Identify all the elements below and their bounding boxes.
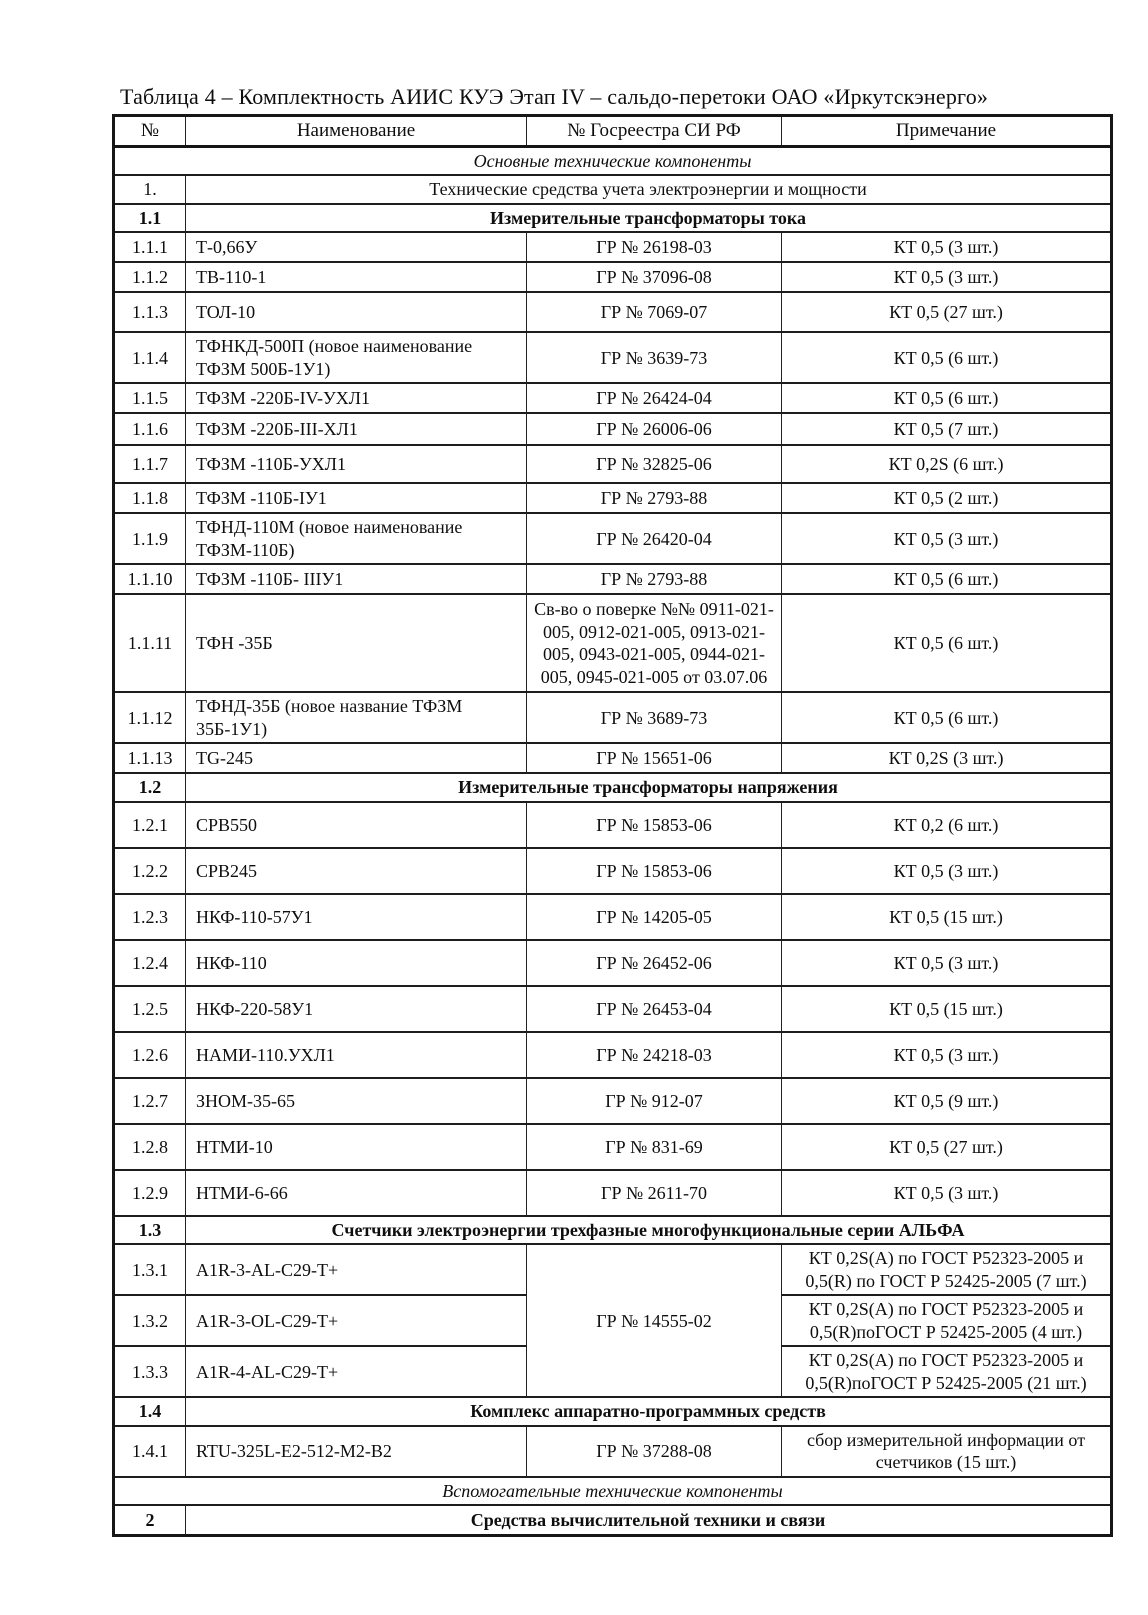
- note-cell: КТ 0,5 (6 шт.): [782, 383, 1112, 413]
- name-cell: ТФНКД-500П (новое наименование ТФЗМ 500Б-1У1): [186, 332, 527, 383]
- page-title: Таблица 4 – Комплектность АИИС КУЭ Этап IV – сальдо-перетоки ОАО «Иркутскэнерго»: [120, 84, 989, 109]
- note-cell: КТ 0,2S (6 шт.): [782, 445, 1112, 483]
- note-cell: КТ 0,5 (27 шт.): [782, 292, 1112, 332]
- name-cell: ЗНОМ-35-65: [186, 1078, 527, 1124]
- note-cell: КТ 0,5 (15 шт.): [782, 986, 1112, 1032]
- name-cell: ТФН -35Б: [186, 594, 527, 692]
- document-page: [112, 84, 1110, 1537]
- registry-cell: ГР № 831-69: [527, 1124, 782, 1170]
- note-cell: КТ 0,5 (3 шт.): [782, 1170, 1112, 1216]
- section-title-cell: Измерительные трансформаторы тока: [186, 204, 1112, 233]
- registry-cell: ГР № 14205-05: [527, 894, 782, 940]
- name-cell: ТФНД-110М (новое наименование ТФЗМ-110Б): [186, 513, 527, 564]
- section-row: [114, 1216, 1112, 1245]
- row-number-cell: 1.1.3: [114, 292, 186, 332]
- row-number-cell: 1.1.10: [114, 564, 186, 594]
- table-row: [114, 1124, 1112, 1170]
- name-cell: ТВ-110-1: [186, 262, 527, 292]
- group-title-row: [114, 146, 1112, 175]
- note-cell: КТ 0,2S(A) по ГОСТ Р52323-2005 и 0,5(R) по ГОСТ Р 52425-2005 (7 шт.): [782, 1244, 1112, 1295]
- section-number-cell: 1.4: [114, 1397, 186, 1426]
- row-number-cell: 1.1.6: [114, 413, 186, 445]
- section-title-cell: Измерительные трансформаторы напряжения: [186, 773, 1112, 802]
- name-cell: ТФЗМ -110Б-УХЛ1: [186, 445, 527, 483]
- name-cell: НТМИ-6-66: [186, 1170, 527, 1216]
- table-row: [114, 445, 1112, 483]
- table-row: [114, 483, 1112, 513]
- name-cell: ТОЛ-10: [186, 292, 527, 332]
- row-number-cell: 1.1.2: [114, 262, 186, 292]
- name-cell: НКФ-110-57У1: [186, 894, 527, 940]
- row-number-cell: 1.1.13: [114, 743, 186, 773]
- table-row: [114, 1032, 1112, 1078]
- row-number-cell: 1.3.3: [114, 1346, 186, 1397]
- row-number-cell: 1.1.7: [114, 445, 186, 483]
- name-cell: НКФ-110: [186, 940, 527, 986]
- group-title-cell: Вспомогательные технические компоненты: [114, 1477, 1112, 1506]
- note-cell: КТ 0,5 (3 шт.): [782, 848, 1112, 894]
- table-row: [114, 332, 1112, 383]
- note-cell: КТ 0,5 (15 шт.): [782, 894, 1112, 940]
- table-row: [114, 564, 1112, 594]
- section-number-cell: 1.: [114, 175, 186, 204]
- header-row: [114, 116, 1112, 147]
- row-number-cell: 1.1.5: [114, 383, 186, 413]
- row-number-cell: 1.3.2: [114, 1295, 186, 1346]
- table-row: [114, 692, 1112, 743]
- section-row: [114, 773, 1112, 802]
- note-cell: КТ 0,5 (3 шт.): [782, 940, 1112, 986]
- registry-cell: ГР № 15853-06: [527, 848, 782, 894]
- section-number-cell: 2: [114, 1505, 186, 1535]
- group-title-row: [114, 1477, 1112, 1506]
- row-number-cell: 1.3.1: [114, 1244, 186, 1295]
- registry-cell: ГР № 3689-73: [527, 692, 782, 743]
- row-number-cell: 1.2.4: [114, 940, 186, 986]
- table-row: [114, 513, 1112, 564]
- row-number-cell: 1.2.2: [114, 848, 186, 894]
- name-cell: RTU-325L-E2-512-M2-B2: [186, 1426, 527, 1477]
- name-cell: НАМИ-110.УХЛ1: [186, 1032, 527, 1078]
- note-cell: КТ 0,5 (3 шт.): [782, 513, 1112, 564]
- registry-cell: ГР № 15853-06: [527, 802, 782, 848]
- registry-cell: ГР № 7069-07: [527, 292, 782, 332]
- name-cell: CPB245: [186, 848, 527, 894]
- note-cell: КТ 0,5 (6 шт.): [782, 564, 1112, 594]
- note-cell: КТ 0,5 (9 шт.): [782, 1078, 1112, 1124]
- section-row: [114, 1505, 1112, 1535]
- registry-cell: ГР № 37288-08: [527, 1426, 782, 1477]
- name-cell: ТФЗМ -110Б-IУ1: [186, 483, 527, 513]
- registry-cell: ГР № 24218-03: [527, 1032, 782, 1078]
- registry-cell: Св-во о поверке №№ 0911-021-005, 0912-021-005, 0913-021-005, 0943-021-005, 0944-021-005, 0945-021-005 от 03.07.06: [527, 594, 782, 692]
- column-header-name: Наименование: [186, 116, 527, 147]
- column-header-note: Примечание: [782, 116, 1112, 147]
- name-cell: ТФЗМ -220Б-III-ХЛ1: [186, 413, 527, 445]
- section-title-cell: Счетчики электроэнергии трехфазные многофункциональные серии АЛЬФА: [186, 1216, 1112, 1245]
- note-cell: КТ 0,5 (2 шт.): [782, 483, 1112, 513]
- note-cell: КТ 0,5 (27 шт.): [782, 1124, 1112, 1170]
- table-row: [114, 802, 1112, 848]
- row-number-cell: 1.1.11: [114, 594, 186, 692]
- table-row: [114, 894, 1112, 940]
- table-row: [114, 1170, 1112, 1216]
- name-cell: ТФЗМ -220Б-IV-УХЛ1: [186, 383, 527, 413]
- table-row: [114, 940, 1112, 986]
- registry-cell: ГР № 15651-06: [527, 743, 782, 773]
- row-number-cell: 1.2.3: [114, 894, 186, 940]
- registry-cell: ГР № 2793-88: [527, 564, 782, 594]
- row-number-cell: 1.1.9: [114, 513, 186, 564]
- table-row: [114, 848, 1112, 894]
- section-number-cell: 1.3: [114, 1216, 186, 1245]
- row-number-cell: 1.1.1: [114, 232, 186, 262]
- registry-cell: ГР № 3639-73: [527, 332, 782, 383]
- row-number-cell: 1.1.12: [114, 692, 186, 743]
- column-header-num: №: [114, 116, 186, 147]
- registry-cell: ГР № 26006-06: [527, 413, 782, 445]
- row-number-cell: 1.2.6: [114, 1032, 186, 1078]
- registry-cell: ГР № 26424-04: [527, 383, 782, 413]
- note-cell: КТ 0,5 (6 шт.): [782, 692, 1112, 743]
- row-number-cell: 1.1.8: [114, 483, 186, 513]
- table-row: [114, 292, 1112, 332]
- table-row: [114, 743, 1112, 773]
- note-cell: КТ 0,2S(A) по ГОСТ Р52323-2005 и 0,5(R)поГОСТ Р 52425-2005 (4 шт.): [782, 1295, 1112, 1346]
- note-cell: КТ 0,5 (3 шт.): [782, 262, 1112, 292]
- name-cell: НКФ-220-58У1: [186, 986, 527, 1032]
- note-cell: КТ 0,5 (7 шт.): [782, 413, 1112, 445]
- group-title-cell: Основные технические компоненты: [114, 146, 1112, 175]
- table-row: [114, 1244, 1112, 1295]
- note-cell: КТ 0,2 (6 шт.): [782, 802, 1112, 848]
- section-title-cell: Комплекс аппаратно-программных средств: [186, 1397, 1112, 1426]
- table-row: [114, 594, 1112, 692]
- note-cell: КТ 0,2S(A) по ГОСТ Р52323-2005 и 0,5(R)поГОСТ Р 52425-2005 (21 шт.): [782, 1346, 1112, 1397]
- row-number-cell: 1.2.1: [114, 802, 186, 848]
- registry-cell: ГР № 26420-04: [527, 513, 782, 564]
- table-row: [114, 262, 1112, 292]
- row-number-cell: 1.4.1: [114, 1426, 186, 1477]
- registry-cell: ГР № 2611-70: [527, 1170, 782, 1216]
- name-cell: ТФНД-35Б (новое название ТФЗМ 35Б-1У1): [186, 692, 527, 743]
- section-title-cell: Технические средства учета электроэнергии и мощности: [186, 175, 1112, 204]
- equipment-table: [112, 114, 1113, 1537]
- name-cell: A1R-4-AL-C29-T+: [186, 1346, 527, 1397]
- section-number-cell: 1.1: [114, 204, 186, 233]
- name-cell: НТМИ-10: [186, 1124, 527, 1170]
- table-row: [114, 1426, 1112, 1477]
- registry-cell: ГР № 26452-06: [527, 940, 782, 986]
- name-cell: TG-245: [186, 743, 527, 773]
- row-number-cell: 1.2.7: [114, 1078, 186, 1124]
- note-cell: КТ 0,5 (6 шт.): [782, 594, 1112, 692]
- registry-cell: ГР № 26453-04: [527, 986, 782, 1032]
- section-number-cell: 1.2: [114, 773, 186, 802]
- section-title-cell: Средства вычислительной техники и связи: [186, 1505, 1112, 1535]
- name-cell: CPB550: [186, 802, 527, 848]
- section-row: [114, 175, 1112, 204]
- table-row: [114, 413, 1112, 445]
- table-row: [114, 1078, 1112, 1124]
- registry-cell: ГР № 32825-06: [527, 445, 782, 483]
- name-cell: A1R-3-AL-C29-T+: [186, 1244, 527, 1295]
- section-row: [114, 1397, 1112, 1426]
- table-row: [114, 232, 1112, 262]
- registry-cell: ГР № 912-07: [527, 1078, 782, 1124]
- row-number-cell: 1.2.9: [114, 1170, 186, 1216]
- section-row: [114, 204, 1112, 233]
- registry-cell: ГР № 2793-88: [527, 483, 782, 513]
- note-cell: КТ 0,5 (6 шт.): [782, 332, 1112, 383]
- note-cell: КТ 0,5 (3 шт.): [782, 1032, 1112, 1078]
- note-cell: КТ 0,2S (3 шт.): [782, 743, 1112, 773]
- table-row: [114, 383, 1112, 413]
- registry-cell: ГР № 26198-03: [527, 232, 782, 262]
- row-number-cell: 1.2.5: [114, 986, 186, 1032]
- name-cell: Т-0,66У: [186, 232, 527, 262]
- registry-cell: ГР № 37096-08: [527, 262, 782, 292]
- note-cell: сбор измерительной информации от счетчиков (15 шт.): [782, 1426, 1112, 1477]
- name-cell: ТФЗМ -110Б- IIIУ1: [186, 564, 527, 594]
- column-header-registry: № Госреестра СИ РФ: [527, 116, 782, 147]
- registry-cell-merged: ГР № 14555-02: [527, 1244, 782, 1397]
- row-number-cell: 1.2.8: [114, 1124, 186, 1170]
- name-cell: A1R-3-OL-C29-T+: [186, 1295, 527, 1346]
- note-cell: КТ 0,5 (3 шт.): [782, 232, 1112, 262]
- table-row: [114, 986, 1112, 1032]
- row-number-cell: 1.1.4: [114, 332, 186, 383]
